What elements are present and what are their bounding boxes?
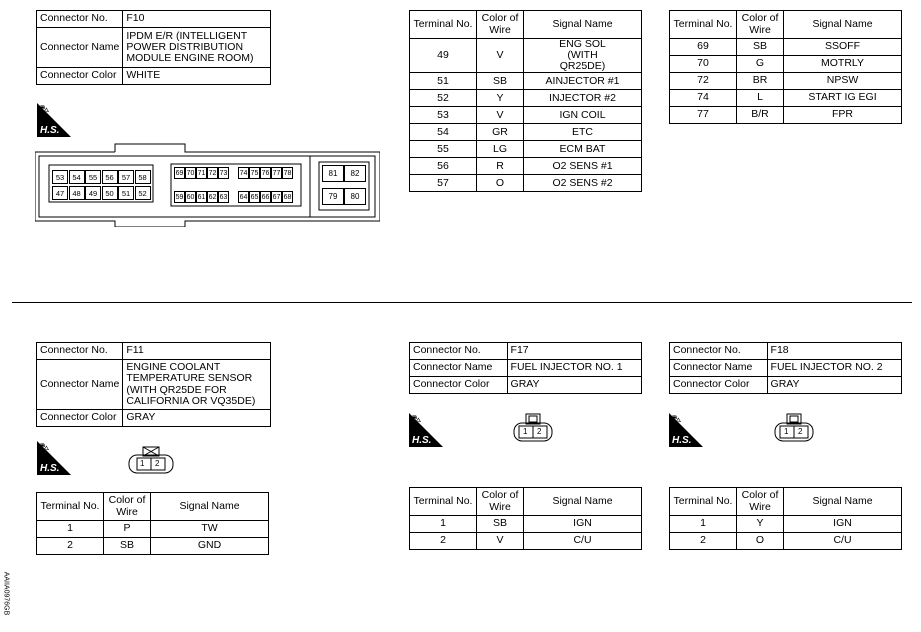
f11-connector-name: ENGINE COOLANT TEMPERATURE SENSOR (WITH QR25DE FOR CALIFORNIA OR VQ35DE) xyxy=(123,360,271,410)
f11-connector-color: GRAY xyxy=(123,410,271,427)
color-of-wire-header: Color of Wire xyxy=(737,11,784,39)
connector-pin: 57 xyxy=(118,170,134,184)
signal-name-cell: ENG SOL (WITH QR25DE) xyxy=(524,39,642,73)
connector-pin: 78 xyxy=(282,167,293,179)
connector-pin: 71 xyxy=(196,167,207,179)
f17-connector-no: F17 xyxy=(507,343,641,360)
f10-connector-color: WHITE xyxy=(123,68,271,85)
connector-pin: 65 xyxy=(249,191,260,203)
f18-connector-no: F18 xyxy=(767,343,901,360)
connector-name-label: Connector Name xyxy=(37,28,123,68)
f17-connector-info xyxy=(409,342,642,394)
f10-connector-outline xyxy=(35,142,380,227)
connector-color-label: Connector Color xyxy=(37,68,123,85)
table-row xyxy=(670,90,902,107)
wire-color-cell: P xyxy=(104,521,151,538)
connector-pin: 60 xyxy=(185,191,196,203)
terminal-no-cell: 1 xyxy=(410,516,477,533)
terminal-no-cell: 72 xyxy=(670,73,737,90)
table-row xyxy=(410,107,642,124)
f18-pin-1: 1 xyxy=(784,427,789,436)
signal-name-cell: MOTRLY xyxy=(784,56,902,73)
connector-pin: 59 xyxy=(174,191,185,203)
connector-name-label: Connector Name xyxy=(37,360,123,410)
f10-terminal-table-2 xyxy=(669,10,902,124)
connector-pin: 72 xyxy=(207,167,218,179)
signal-name-header: Signal Name xyxy=(784,488,902,516)
connector-pin: 77 xyxy=(271,167,282,179)
hs-label: H.S. xyxy=(40,463,60,474)
terminal-no-cell: 70 xyxy=(670,56,737,73)
terminal-no-cell: 56 xyxy=(410,158,477,175)
connector-no-label: Connector No. xyxy=(37,343,123,360)
table-row xyxy=(670,39,902,56)
connector-no-label: Connector No. xyxy=(670,343,768,360)
f11-terminal-table xyxy=(36,492,269,555)
table-row xyxy=(670,107,902,124)
table-row xyxy=(410,175,642,192)
hs-label: H.S. xyxy=(40,125,60,136)
terminal-no-cell: 49 xyxy=(410,39,477,73)
wire-color-cell: G xyxy=(737,56,784,73)
wire-color-cell: SB xyxy=(104,538,151,555)
table-row xyxy=(37,538,269,555)
section-divider xyxy=(12,302,912,303)
f18-connector-diagram xyxy=(774,413,814,443)
wire-color-cell: V xyxy=(477,533,524,550)
signal-name-cell: TW xyxy=(151,521,269,538)
table-row xyxy=(670,516,902,533)
wire-color-cell: Y xyxy=(477,90,524,107)
terminal-no-cell: 53 xyxy=(410,107,477,124)
table-row xyxy=(410,90,642,107)
connector-name-label: Connector Name xyxy=(670,360,768,377)
wire-color-cell: GR xyxy=(477,124,524,141)
connector-pin: 80 xyxy=(344,188,366,205)
wire-color-cell: B/R xyxy=(737,107,784,124)
table-row xyxy=(410,73,642,90)
f11-connector-diagram xyxy=(128,445,174,475)
connector-name-label: Connector Name xyxy=(410,360,508,377)
connector-color-label: Connector Color xyxy=(37,410,123,427)
wire-color-cell: SB xyxy=(477,73,524,90)
table-row xyxy=(37,521,269,538)
connector-pin: 63 xyxy=(218,191,229,203)
terminal-no-cell: 77 xyxy=(670,107,737,124)
signal-name-cell: INJECTOR #2 xyxy=(524,90,642,107)
f11-connector-no: F11 xyxy=(123,343,271,360)
f10-connector-diagram xyxy=(35,142,380,227)
f10-connector-no: F10 xyxy=(123,11,271,28)
table-row xyxy=(670,73,902,90)
connector-pin: 74 xyxy=(238,167,249,179)
f10-connector-info xyxy=(36,10,271,85)
table-row xyxy=(410,158,642,175)
f17-terminal-table xyxy=(409,487,642,550)
color-of-wire-header: Color of Wire xyxy=(104,493,151,521)
signal-name-header: Signal Name xyxy=(524,11,642,39)
signal-name-cell: AINJECTOR #1 xyxy=(524,73,642,90)
connector-pin: 54 xyxy=(69,170,85,184)
color-of-wire-header: Color of Wire xyxy=(477,11,524,39)
wire-color-cell: LG xyxy=(477,141,524,158)
connector-pin: 53 xyxy=(52,170,68,184)
wire-color-cell: R xyxy=(477,158,524,175)
f17-connector-diagram xyxy=(513,413,553,443)
f17-pin-1: 1 xyxy=(523,427,528,436)
hs-harness-side-icon: ⛍ H.S. xyxy=(669,413,703,447)
table-row xyxy=(410,516,642,533)
connector-pin: 70 xyxy=(185,167,196,179)
terminal-no-cell: 57 xyxy=(410,175,477,192)
wire-color-cell: SB xyxy=(737,39,784,56)
terminal-no-cell: 69 xyxy=(670,39,737,56)
terminal-no-cell: 2 xyxy=(410,533,477,550)
f17-pin-2: 2 xyxy=(537,427,542,436)
signal-name-cell: O2 SENS #1 xyxy=(524,158,642,175)
f11-connector-info xyxy=(36,342,271,427)
connector-pin: 75 xyxy=(249,167,260,179)
table-row xyxy=(410,141,642,158)
f17-connector-name: FUEL INJECTOR NO. 1 xyxy=(507,360,641,377)
wire-color-cell: L xyxy=(737,90,784,107)
wire-color-cell: O xyxy=(477,175,524,192)
signal-name-cell: NPSW xyxy=(784,73,902,90)
terminal-no-header: Terminal No. xyxy=(670,488,737,516)
signal-name-cell: IGN xyxy=(784,516,902,533)
hs-harness-side-icon: ⛍ H.S. xyxy=(409,413,443,447)
signal-name-cell: START IG EGI xyxy=(784,90,902,107)
connector-pin: 62 xyxy=(207,191,218,203)
f18-terminal-table xyxy=(669,487,902,550)
signal-name-cell: ECM BAT xyxy=(524,141,642,158)
connector-pin: 68 xyxy=(282,191,293,203)
connector-pin: 55 xyxy=(85,170,101,184)
f18-connector-info xyxy=(669,342,902,394)
terminal-no-header: Terminal No. xyxy=(670,11,737,39)
wire-color-cell: BR xyxy=(737,73,784,90)
connector-pin: 50 xyxy=(102,186,118,200)
connector-pin: 76 xyxy=(260,167,271,179)
wire-color-cell: SB xyxy=(477,516,524,533)
terminal-no-header: Terminal No. xyxy=(410,488,477,516)
connector-pin: 66 xyxy=(260,191,271,203)
hs-harness-side-icon: ⛍ H.S. xyxy=(37,103,71,137)
f11-pin-2: 2 xyxy=(155,459,160,468)
connector-pin: 69 xyxy=(174,167,185,179)
f11-pin-1: 1 xyxy=(140,459,145,468)
hs-label: H.S. xyxy=(672,435,692,446)
terminal-no-cell: 55 xyxy=(410,141,477,158)
connector-pin: 61 xyxy=(196,191,207,203)
connector-pin: 48 xyxy=(69,186,85,200)
f17-connector-outline xyxy=(513,413,553,443)
table-row xyxy=(670,56,902,73)
connector-pin: 82 xyxy=(344,165,366,182)
f10-connector-name: IPDM E/R (INTELLIGENT POWER DISTRIBUTION MODULE ENGINE ROOM) xyxy=(123,28,271,68)
signal-name-cell: FPR xyxy=(784,107,902,124)
f18-pin-2: 2 xyxy=(798,427,803,436)
terminal-no-cell: 74 xyxy=(670,90,737,107)
table-row xyxy=(410,124,642,141)
terminal-no-cell: 1 xyxy=(670,516,737,533)
wire-color-cell: V xyxy=(477,107,524,124)
terminal-no-cell: 51 xyxy=(410,73,477,90)
terminal-no-header: Terminal No. xyxy=(37,493,104,521)
connector-no-label: Connector No. xyxy=(410,343,508,360)
terminal-no-cell: 2 xyxy=(670,533,737,550)
connector-pin: 67 xyxy=(271,191,282,203)
terminal-no-cell: 52 xyxy=(410,90,477,107)
signal-name-cell: IGN COIL xyxy=(524,107,642,124)
table-row xyxy=(410,533,642,550)
hs-harness-side-icon: ⛍ H.S. xyxy=(37,441,71,475)
connector-pin: 49 xyxy=(85,186,101,200)
f10-terminal-table-1 xyxy=(409,10,642,192)
signal-name-cell: C/U xyxy=(784,533,902,550)
color-of-wire-header: Color of Wire xyxy=(477,488,524,516)
wire-color-cell: Y xyxy=(737,516,784,533)
signal-name-cell: C/U xyxy=(524,533,642,550)
f11-connector-outline xyxy=(128,445,174,475)
wire-color-cell: V xyxy=(477,39,524,73)
table-row xyxy=(410,39,642,73)
connector-pin: 56 xyxy=(102,170,118,184)
signal-name-header: Signal Name xyxy=(151,493,269,521)
connector-pin: 73 xyxy=(218,167,229,179)
terminal-no-cell: 2 xyxy=(37,538,104,555)
terminal-no-header: Terminal No. xyxy=(410,11,477,39)
connector-pin: 81 xyxy=(322,165,344,182)
signal-name-cell: O2 SENS #2 xyxy=(524,175,642,192)
connector-pin: 64 xyxy=(238,191,249,203)
signal-name-cell: IGN xyxy=(524,516,642,533)
connector-pin: 47 xyxy=(52,186,68,200)
f18-connector-outline xyxy=(774,413,814,443)
connector-no-label: Connector No. xyxy=(37,11,123,28)
figure-code: AAIIA0976GB xyxy=(2,571,10,616)
f17-connector-color: GRAY xyxy=(507,377,641,394)
table-row xyxy=(670,533,902,550)
connector-color-label: Connector Color xyxy=(410,377,508,394)
terminal-no-cell: 1 xyxy=(37,521,104,538)
signal-name-cell: SSOFF xyxy=(784,39,902,56)
signal-name-cell: GND xyxy=(151,538,269,555)
connector-pin: 51 xyxy=(118,186,134,200)
terminal-no-cell: 54 xyxy=(410,124,477,141)
connector-color-label: Connector Color xyxy=(670,377,768,394)
signal-name-header: Signal Name xyxy=(524,488,642,516)
wire-color-cell: O xyxy=(737,533,784,550)
hs-label: H.S. xyxy=(412,435,432,446)
signal-name-cell: ETC xyxy=(524,124,642,141)
connector-pin: 79 xyxy=(322,188,344,205)
f18-connector-name: FUEL INJECTOR NO. 2 xyxy=(767,360,901,377)
f18-connector-color: GRAY xyxy=(767,377,901,394)
signal-name-header: Signal Name xyxy=(784,11,902,39)
connector-pin: 52 xyxy=(135,186,151,200)
color-of-wire-header: Color of Wire xyxy=(737,488,784,516)
connector-pin: 58 xyxy=(135,170,151,184)
